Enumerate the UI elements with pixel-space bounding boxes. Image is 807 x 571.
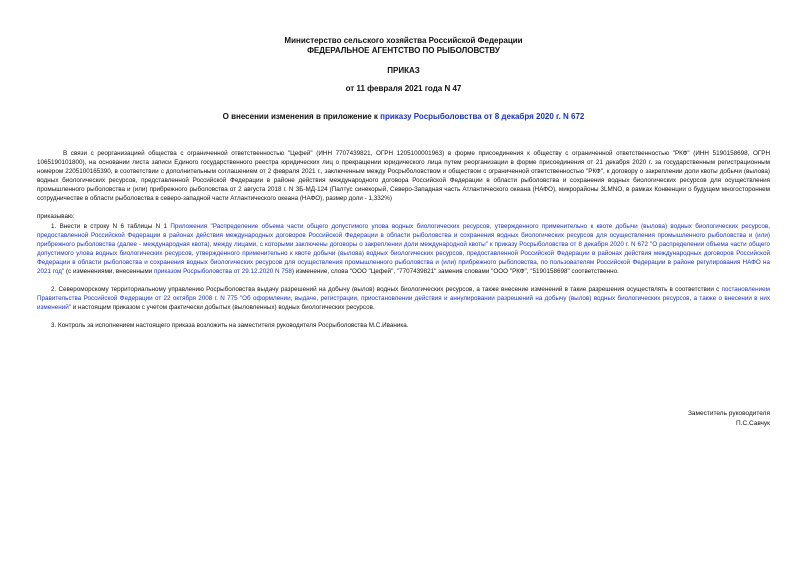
- signer-name: П.С.Савчук: [735, 420, 770, 427]
- item-1-paragraph: [37, 222, 770, 276]
- document-title: [37, 112, 770, 121]
- item-2-paragraph: [37, 285, 770, 312]
- item-1-link-appendix[interactable]: Приложения "Распределение объема части общего допустимого улова водных биологических ресурсов, утвержденного применительно к квоте добычи (вылова) водных биологических ресурсов, предоставленной Российской Федерации в районах действия международных договоров Российской Федерации в области рыболовства и сохранения водных биологических ресурсов для осуществления промышленного рыболовства и (или) прибрежного рыболовства (далее - международная квота), между лицами, с которыми заключены договоры о закреплении доли международной квоты" к приказу Росрыболовства от 8 декабря 2020 г. N 672 "О распределении объема части общего допустимого улова водных биологических ресурсов, утвержденного применительно к квоте добычи (вылова) водных биологических ресурсов, предоставленной Российской Федерации в районах действия международных договоров Российской Федерации в области рыболовства и сохранения водных биологических ресурсов для осуществления промышленного рыболовства и (или) прибрежного рыболовства, по пользователям Российской Федерации в районе регулирования НАФО на 2021 год": [37, 223, 770, 275]
- item-1-suffix: ) изменение, слова "ООО "Цефей", "7707439821" заменив словами "ООО "РКФ", "5190158698" соответственно.: [291, 268, 619, 275]
- item-2-suffix: и настоящим приказом с учетом фактически добытых (выловленных) водных биологических ресурсов.: [70, 304, 375, 311]
- document-page: [37, 36, 770, 427]
- document-date: от 11 февраля 2021 года N 47: [345, 84, 462, 93]
- document-header: [37, 36, 770, 56]
- signer-position: Заместитель руководителя: [688, 410, 770, 417]
- signature-block: [688, 409, 770, 429]
- item-1-link-order-758[interactable]: приказом Росрыболовства от 29.12.2020 N 758: [153, 268, 292, 275]
- item-2-prefix: 2. Североморскому территориальному управлению Росрыболовства выдачу разрешений на добычу (вылов) водных биологических ресурсов, а также внесение изменений в такие разрешения осуществлять в соответствии с: [51, 286, 722, 293]
- ministry-name: Министерство сельского хозяйства Российской Федерации: [284, 36, 523, 45]
- decree-word: приказываю:: [37, 213, 75, 220]
- title-prefix: О внесении изменения в приложение к: [222, 112, 381, 121]
- document-type: ПРИКАЗ: [387, 66, 420, 75]
- title-link-order-672[interactable]: приказу Росрыболовства от 8 декабря 2020 г. N 672: [380, 112, 585, 121]
- agency-name: ФЕДЕРАЛЬНОЕ АГЕНТСТВО ПО РЫБОЛОВСТВУ: [307, 46, 500, 55]
- item-1-prefix: 1. Внести в строку N 6 таблицы N 1: [51, 223, 171, 230]
- item-2-link-resolution-775[interactable]: постановлением Правительства Российской Федерации от 22 октября 2008 г. N 775 "Об оформлении, выдаче, регистрации, приостановлении действия и аннулировании разрешений на добычу (вылов) водных биологических ресурсов, а также о внесении в них изменений": [37, 286, 770, 311]
- item-3-paragraph: 3. Контроль за исполнением настоящего приказа возложить на заместителя руководителя Росрыболовства М.С.Иваника.: [51, 322, 409, 329]
- item-1-mid: (с изменениями, внесенными: [64, 268, 154, 275]
- intro-paragraph: В связи с реорганизацией общества с ограниченной ответственностью "Цефей" (ИНН 7707439821, ОГРН 1205100001963) в форме присоединения к обществу с ограниченной ответственностью "РКФ" (ИНН 5190158698, ОГРН 1065190101800), на основании листа записи Единого государственного реестра юридических лиц о прекращении юридического лица путем реорганизации в форме присоединения от 21 декабря 2020 г. за государственным регистрационным номером 2205100165390, в соответствии с дополнительным соглашением от 2 февраля 2021 г., заключенным между Росрыболовством и обществом с ограниченной ответственностью "РКФ", к договору о закреплении доли квоты добычи (вылова) водных биологических ресурсов, представленной Российской Федерации в районе действия международного договора Российской Федерации в области рыболовства и сохранения водных биологических ресурсов для осуществления промышленного рыболовства и (или) прибрежного рыболовства от 2 августа 2018 г. N ЗБ-МД-124 (Палтус синекорый, Северо-Западная часть Атлантического океана (НАФО), микрорайоны 3LMNO, в рамках Конвенции о будущем многостороннем сотрудничестве в области рыболовства в северо-западной части Атлантического океана (НАФО), размер доли - 1,332%): [37, 150, 770, 202]
